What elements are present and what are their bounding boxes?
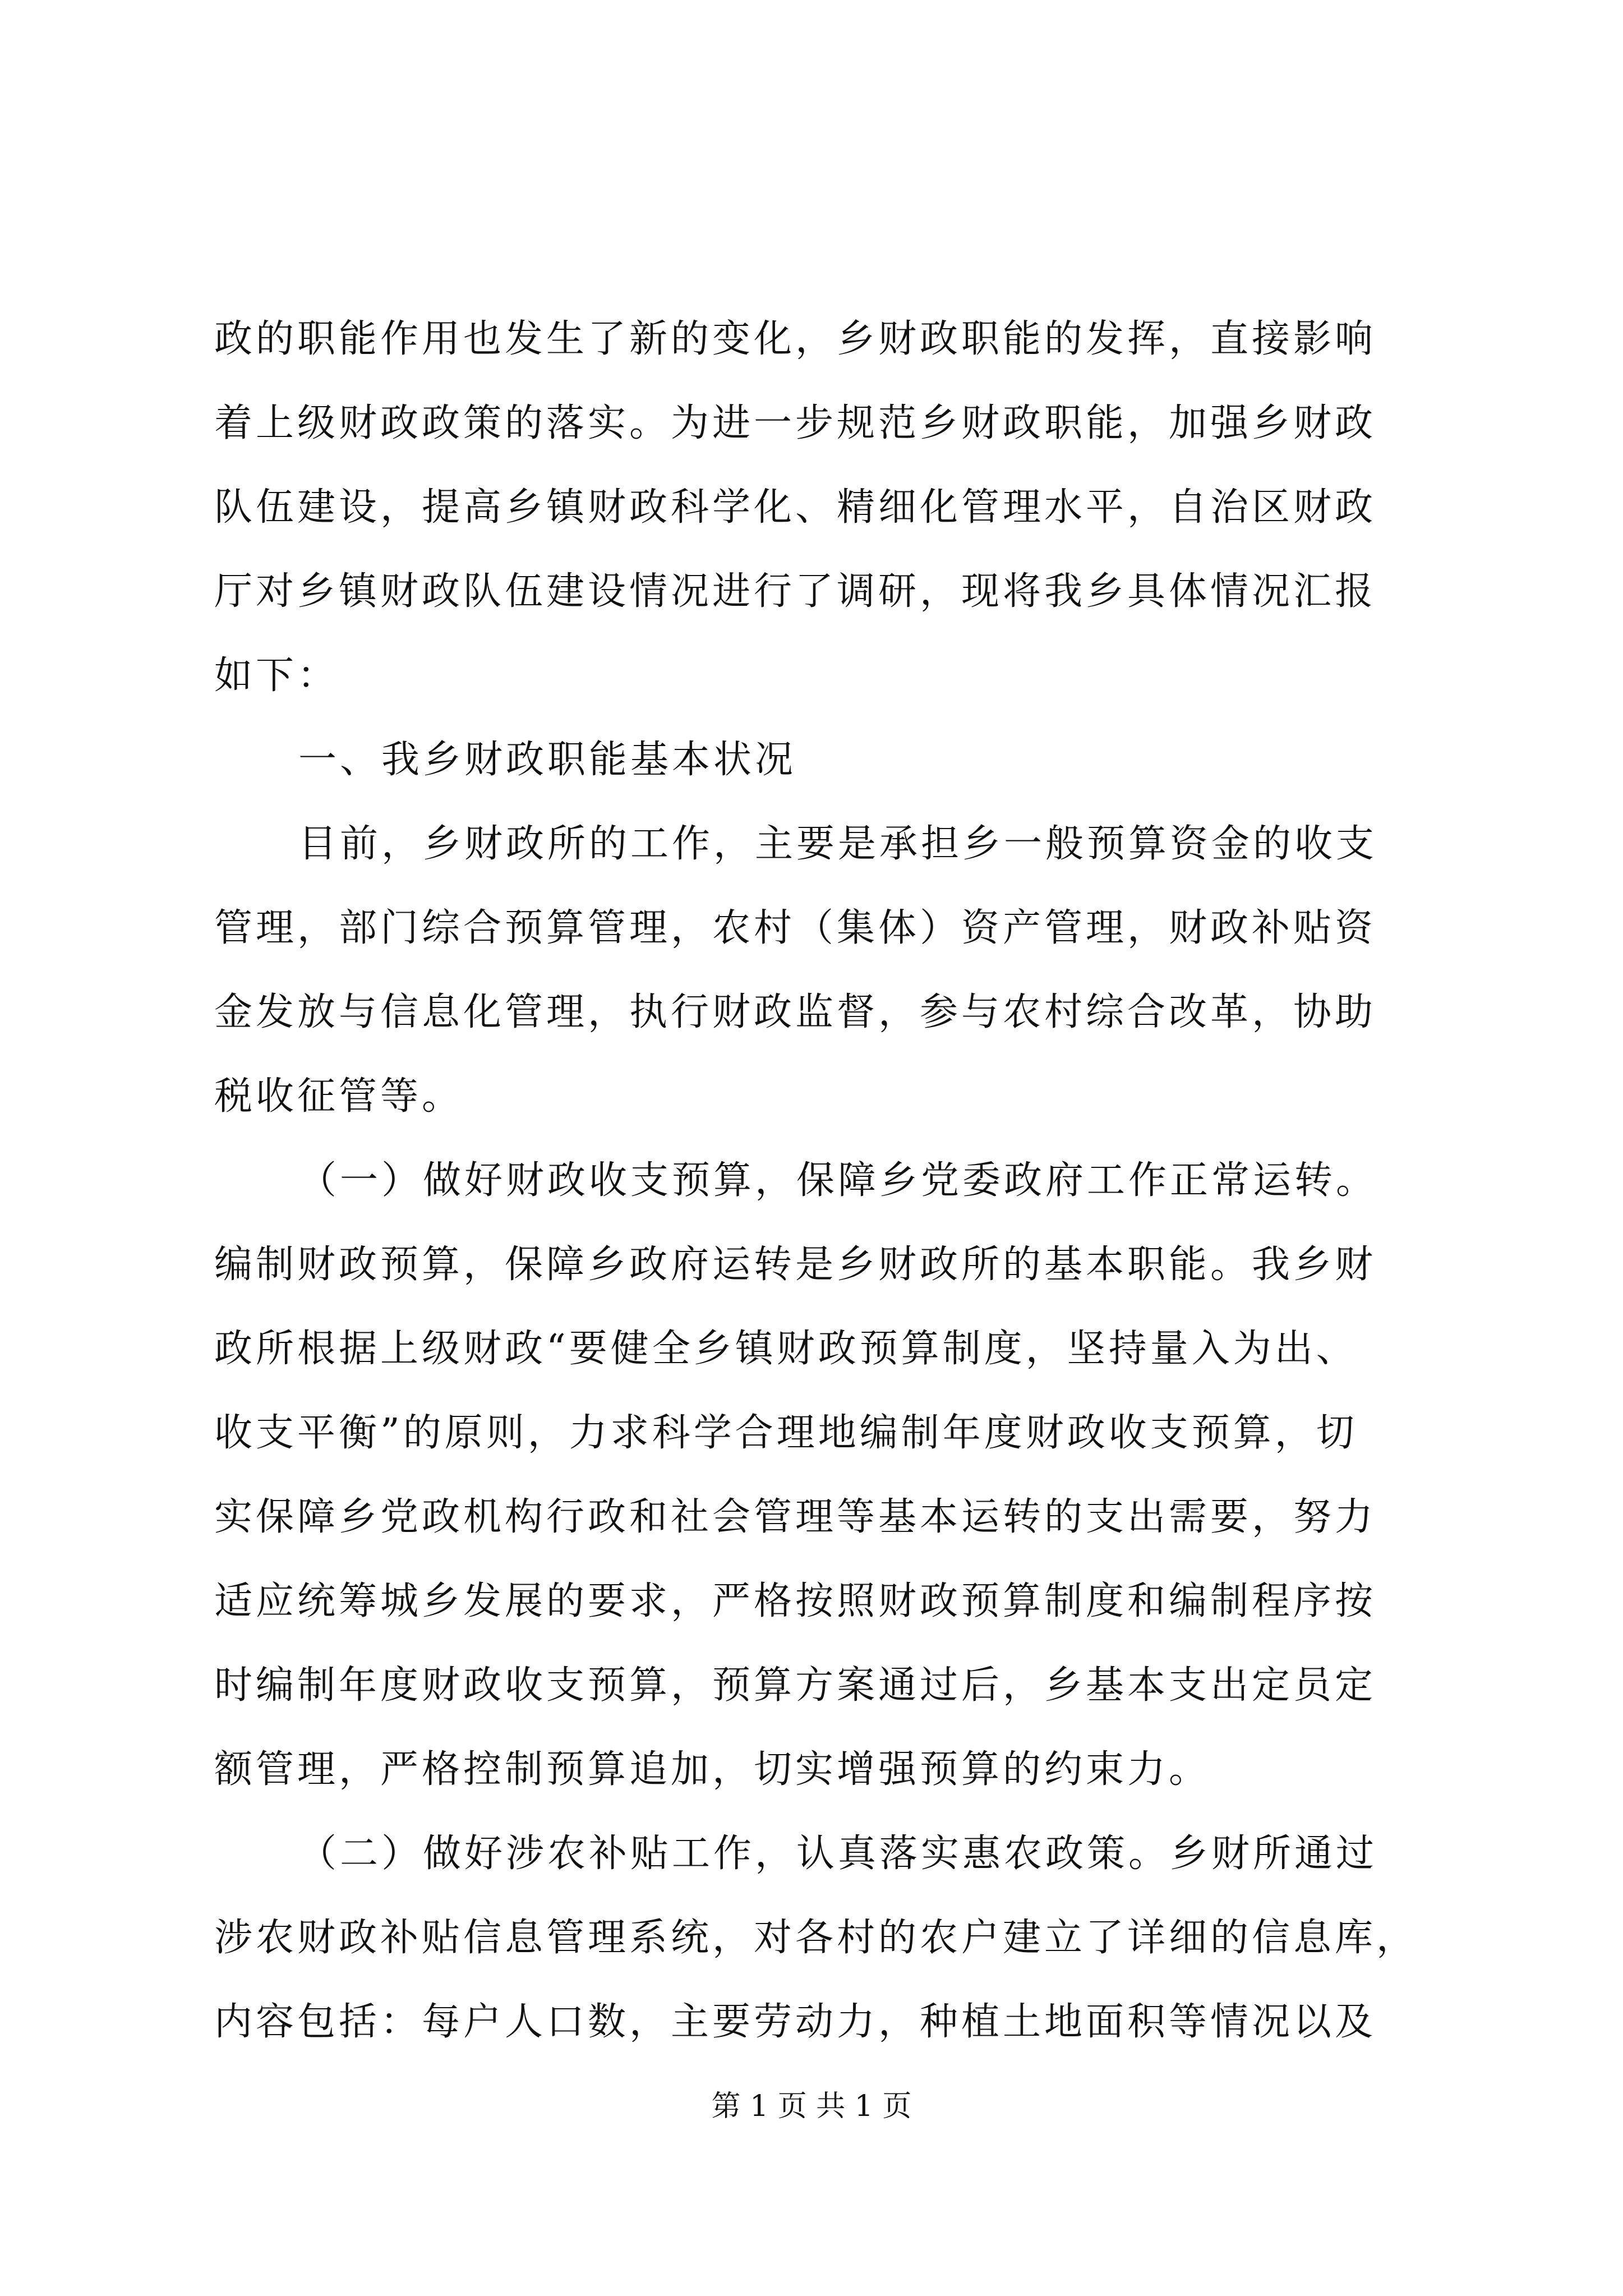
text-line: 实保障乡党政机构行政和社会管理等基本运转的支出需要，努力 (214, 1495, 1377, 1539)
text-line: 金发放与信息化管理，执行财政监督，参与农村综合改革，协助 (214, 990, 1377, 1034)
text-line: 税收征管等。 (214, 1074, 464, 1119)
text-line: 收支平衡”的原则，力求科学合理地编制年度财政收支预算，切 (214, 1411, 1358, 1455)
text-line: 队伍建设，提高乡镇财政科学化、精细化管理水平，自治区财政 (214, 485, 1377, 530)
text-line: 政所根据上级财政“要健全乡镇财政预算制度，坚持量入为出、 (214, 1327, 1358, 1371)
text-line: 政的职能作用也发生了新的变化，乡财政职能的发挥，直接影响 (214, 317, 1377, 361)
text-line: 编制财政预算，保障乡政府运转是乡财政所的基本职能。我乡财 (214, 1243, 1377, 1287)
text-line: 着上级财政政策的落实。为进一步规范乡财政职能，加强乡财政 (214, 401, 1377, 445)
text-line: 额管理，严格控制预算追加，切实增强预算的约束力。 (214, 1747, 1211, 1792)
page-footer (0, 2087, 1623, 2126)
page-number-label: 第 1 页 共 1 页 (711, 2090, 912, 2123)
text-line: 适应统筹城乡发展的要求，严格按照财政预算制度和编制程序按 (214, 1579, 1377, 1623)
text-line: 厅对乡镇财政队伍建设情况进行了调研，现将我乡具体情况汇报 (214, 569, 1377, 614)
text-line: 管理，部门综合预算管理，农村（集体）资产管理，财政补贴资 (214, 906, 1377, 950)
text-line: 涉农财政补贴信息管理系统，对各村的农户建立了详细的信息库， (214, 1916, 1418, 1960)
text-line: 内容包括：每户人口数，主要劳动力，种植土地面积等情况以及 (214, 2000, 1377, 2044)
text-line: 如下： (214, 654, 339, 698)
subsection-heading-line: （一）做好财政收支预算，保障乡党委政府工作正常运转。 (298, 1158, 1378, 1203)
paragraph-start-line: 目前，乡财政所的工作，主要是承担乡一般预算资金的收支 (298, 822, 1378, 866)
document-body (214, 297, 1418, 2064)
section-heading: 一、我乡财政职能基本状况 (298, 738, 797, 782)
text-line: 时编制年度财政收支预算，预算方案通过后，乡基本支出定员定 (214, 1663, 1377, 1708)
subsection-heading-line: （二）做好涉农补贴工作，认真落实惠农政策。乡财所通过 (298, 1832, 1378, 1876)
